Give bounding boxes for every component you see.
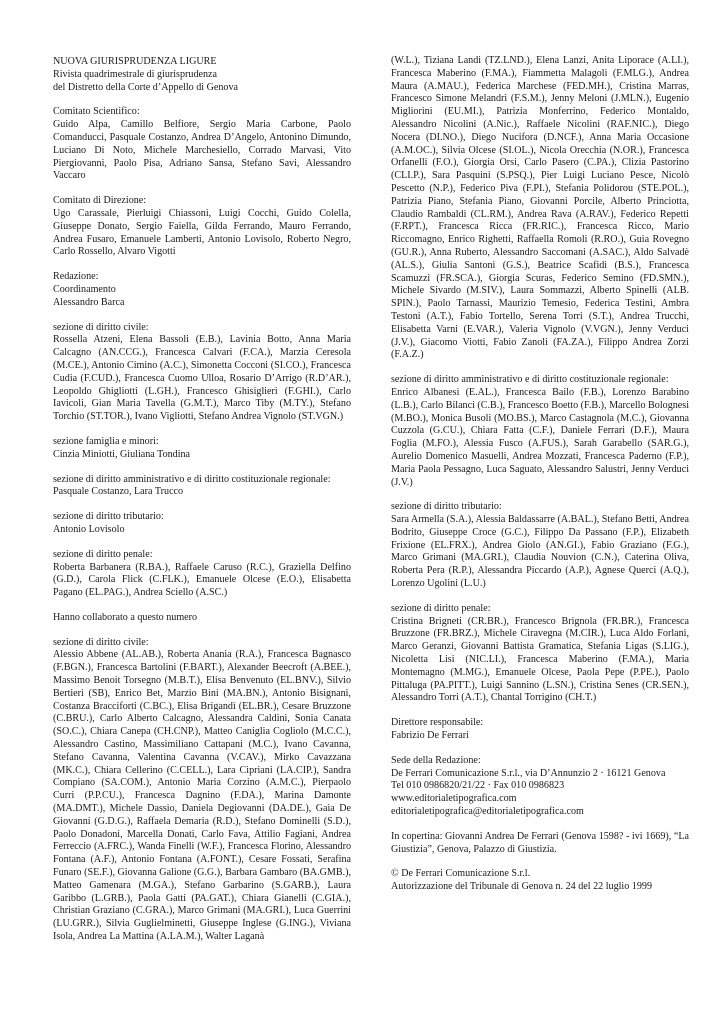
sede-heading: Sede della Redazione: bbox=[391, 754, 481, 766]
section-heading: sezione di diritto penale: bbox=[391, 602, 491, 614]
section-members: Antonio Lovisolo bbox=[53, 523, 125, 535]
section-heading: sezione di diritto penale: bbox=[53, 548, 153, 560]
sede-website: www.editorialetipografica.com bbox=[391, 793, 517, 805]
sede-tel-fax: Tel 010 0986820/21/22 · Fax 010 0986823 bbox=[391, 780, 565, 792]
section-members: Cinzia Miniotti, Giuliana Tondina bbox=[53, 448, 191, 460]
comitato-direzione-heading: Comitato di Direzione: bbox=[53, 195, 147, 207]
comitato-scientifico-heading: Comitato Scientifico: bbox=[53, 106, 140, 118]
direttore-responsabile bbox=[391, 717, 689, 743]
copyright-line: © De Ferrari Comunicazione S.r.l. bbox=[391, 868, 531, 880]
section-members: Cristina Brigneti (CR.BR.), Francesco Brignola (FR.BR.), Francesca Bruzzone (FR.BRZ.), Michele Ciravegna (M.CIR.), Luca Aldo Forlani, Marco Geranzi, Giovanni Battista Gramatica, Stefania Ligas (S.LIG.), Nicoletta Lisi (NIC.LI.), Francesca Maberino (F.MA.), Maria Montemagno (M.MG.), Emanuele Olcese, Paola Pepe (P.PE.), Paolo Pittaluga (PA.PITT.), Luigi Sannino (L.SN.), Cristina Senes (CR.SEN.), Alessandro Torri (A.T.), Chantal Torrigino (CH.T.) bbox=[391, 615, 689, 704]
collaboratori-penale bbox=[391, 603, 689, 705]
sede-redazione bbox=[391, 755, 689, 819]
collaboratori-heading-block bbox=[53, 612, 351, 625]
section-heading: sezione di diritto civile: bbox=[53, 321, 149, 333]
section-heading: sezione di diritto amministrativo e di diritto costituzionale regionale: bbox=[391, 374, 669, 386]
collaboratori-amministrativo bbox=[391, 374, 689, 489]
collaboratori-civile-members-continued: (W.L.), Tiziana Landi (TZ.LND.), Elena Lanzi, Anita Liporace (A.LI.), Francesca Maberino (F.MA.), Fiammetta Malagoli (F.MLG.), Andrea Maura (A.MAU.), Federica Marchese (FED.MH.), Cristina Marras, Francesco Simone Melandri (F.S.M.), Jenny Meloni (J.MLN.), Eugenio Migliorini (EU.MI.), Patrizia Monferrino, Federico Montaldo, Alessandro Nicolini (A.Nic.), Raffaele Nicolini (RAF.NIC.), Diego Nocera (DI.NO.), Diego Nucifora (D.NCF.), Anna Maria Occasione (A.M.OC.), Silvia Olcese (SI.OL.), Nicola Orecchia (N.OR.), Francesca Orfanelli (F.O.), Giorgia Orsi, Carlo Pasero (C.PA.), Clizia Pastorino (CLI.P.), Sara Pasquini (S.PSQ.), Pier Luigi Luciano Pesce, Nicolò Pescetto (N.P.), Federico Piva (F.PI.), Stefania Polidorou (STE.POL.), Patrizia Piano, Stefania Piano, Giovanni Porcile, Alberto Princiotta, Claudio Rambaldi (CL.RM.), Andrea Rava (A.RAV.), Federico Repetti (F.RPT.), Francesca Ricca (FR.RIC.), Francesca Ricco, Mario Riccomagno, Enrico Righetti, Raffaella Romoli (R.RO.), Guia Rovegno (GU.R.), Anna Ruberto, Alessandro Saccomani (A.SAC.), Aldo Salvadè (AL.S.), Giulia Santoni (G.S.), Beatrice Scafidi (B.S.), Francesca Scamuzzi (FR.SCA.), Giorgia Scuras, Federico Semino (FD.SMN.), Michele Sivardo (M.SIV.), Laura Sommazzi, Alberto Spinelli (ALB. SPIN.), Paolo Tarnassi, Maurizio Temesio, Federica Testini, Ambra Testoni (A.T.), Fabio Tortello, Serena Torri (S.T.), Andrea Trucchi, Elisabetta Varni (E.VAR.), Valeria Vignolo (V.VGN.), Jenny Verduci (J.V.), Giacomo Viotti, Fabio Zanoli (FA.ZA.), Filippo Andrea Zorzi (F.A.Z.) bbox=[391, 55, 689, 361]
coordinatore-name: Alessandro Barca bbox=[53, 296, 125, 308]
masthead bbox=[53, 56, 351, 94]
direttore-heading: Direttore responsabile: bbox=[391, 717, 484, 729]
collaboratori-civile bbox=[53, 637, 351, 944]
collaboratori-civile-continued bbox=[391, 55, 689, 362]
redazione-section-civile bbox=[53, 322, 351, 424]
authorization-line: Autorizzazione del Tribunale di Genova n. 24 del 22 luglio 1999 bbox=[391, 881, 652, 893]
copertina-text: In copertina: Giovanni Andrea De Ferrari (Genova 1598? - ivi 1669), “La Giustizia”, Genova, Palazzo di Giustizia. bbox=[391, 830, 689, 855]
comitato-direzione bbox=[53, 195, 351, 259]
section-members: Roberta Barbanera (R.BA.), Raffaele Caruso (R.C.), Graziella Delfino (G.D.), Carola Flick (C.FLK.), Emanuele Olcese (E.O.), Elisabetta Pagano (EL.PAG.), Andrea Sciello (A.SC.) bbox=[53, 561, 351, 599]
section-heading: sezione di diritto tributario: bbox=[391, 501, 502, 513]
right-column bbox=[391, 55, 689, 944]
journal-court: del Distretto della Corte d’Appello di Genova bbox=[53, 81, 239, 93]
copertina-credit bbox=[391, 831, 689, 857]
section-heading: sezione famiglia e minori: bbox=[53, 435, 159, 447]
collaboratori-heading: Hanno collaborato a questo numero bbox=[53, 611, 198, 623]
left-column bbox=[53, 56, 351, 944]
redazione-heading: Redazione: bbox=[53, 271, 99, 283]
section-heading: sezione di diritto tributario: bbox=[53, 511, 164, 523]
journal-subtitle: Rivista quadrimestrale di giurisprudenza bbox=[53, 68, 217, 80]
sede-email: editorialetipografica@editorialetipografica.com bbox=[391, 806, 584, 818]
sede-address: De Ferrari Comunicazione S.r.l., via D’Annunzio 2 · 16121 Genova bbox=[391, 767, 666, 779]
section-members: Sara Armella (S.A.), Alessia Baldassarre (A.BAL.), Stefano Betti, Andrea Bodrito, Giuseppe Croce (G.C.), Filippo Da Passano (F.P.), Elizabeth Frixione (EL.FRX.), Andrea Giolo (AN.GI.), Fabio Graziano (F.G.), Marco Grimani (MA.GRI.), Claudia Nouvion (C.N.), Caterina Oliva, Roberta Pera (R.P.), Alessandra Piccardo (A.P.), Agnese Querci (A.Q.), Lorenzo Ugolini (L.U.) bbox=[391, 514, 689, 590]
copyright-block bbox=[391, 868, 689, 894]
section-heading: sezione di diritto amministrativo e di diritto costituzionale regionale: bbox=[53, 473, 331, 485]
direttore-name: Fabrizio De Ferrari bbox=[391, 730, 469, 742]
redazione-section-tributario bbox=[53, 511, 351, 537]
redazione-section-famiglia bbox=[53, 436, 351, 462]
section-members: Enrico Albanesi (E.AL.), Francesca Bailo (F.B.), Lorenzo Barabino (L.B.), Carlo Bilanci (C.B.), Francesco Boetto (F.B.), Marcello Bolognesi (M.BO.), Monica Busoli (MO.BS.), Marco Castagnola (M.C.), Giovanna Cuzzola (G.CU.), Chiara Fatta (C.F.), Daniele Ferrari (D.F.), Maura Foglia (M.FO.), Alessia Fusco (A.FUS.), Sarah Garabello (SAR.G.), Aurelio Domenico Masuelli, Andrea Mozzati, Francesca Paderno (F.P.), Maria Paola Pessagno, Luca Saguato, Alessandro Salustri, Jenny Verduci (J.V.) bbox=[391, 386, 689, 488]
comitato-scientifico bbox=[53, 106, 351, 183]
journal-title: NUOVA GIURISPRUDENZA LIGURE bbox=[53, 56, 217, 67]
section-heading: sezione di diritto civile: bbox=[53, 636, 149, 648]
redazione-section-penale bbox=[53, 549, 351, 600]
redazione bbox=[53, 271, 351, 309]
collaboratori-civile-members: Alessio Abbene (AL.AB.), Roberta Anania (R.A.), Francesca Bagnasco (F.BGN.), Francesca Bartolini (F.BART.), Alexander Beecroft (A.BEE.), Massimo Benoit Torsegno (M.B.T.), Elisa Benvenuto (EL.BNV.), Silvio Bertieri (SB), Enrico Bet, Marzio Bini (MA.BN.), Antonio Bisignani, Costanza Bracciforti (C.BC.), Elisa Brigandì (EL.BR.), Cesare Bruzzone (C.BRU.), Carlo Alberto Calcagno, Alessandra Caldini, Sonia Canata (SO.C.), Chiara Canepa (CH.CNP.), Matteo Caniglia Cogliolo (M.C.C.), Alessandro Castino, Massimiliano Cattapani (M.C.), Ivano Cavanna, Stefano Cavanna, Valentina Cavanna (V.CAV.), Mirko Cavazzana (MK.C.), Chiara Cellerino (C.CELL.), Lara Cipriani (LA.CIP.), Sandra Compiano (SA.COM.), Antonio Maria Corzino (A.M.C.), Pierpaolo Curri (P.P.CU.), Francesca Dagnino (F.DA.), Marina Damonte (MA.DMT.), Michele Dassio, Daniela Degiovanni (DA.DE.), Gaia De Giovanni (G.D.G.), Raffaela Demaria (R.D.), Stefano Dominelli (S.D.), Paolo Donadoni, Marcella Donati, Carlo Fava, Attilio Fagiani, Andrea Ferreccio (A.FRC.), Wanda Finelli (W.F.), Francesca Florino, Alessandro Fontana (A.F.), Antonio Fontana (A.FONT.), Cesare Fossati, Serafina Funaro (SE.F.), Giovanna Galione (G.G.), Barbara Gambaro (BA.GMB.), Matteo Gamenara (M.GA.), Stefano Garbarino (S.GARB.), Laura Garibbo (L.GRB.), Paola Gatti (PA.GAT.), Chiara Gianelli (C.GIA.), Christian Graziano (C.GRA.), Marco Grimani (MA.GRI.), Luca Guerrini (LU.GRR.), Silvia Guglielminetti, Giuseppe Inglese (G.ING.), Viviana Isola, Andrea La Mattina (A.LA.M.), Walter Laganà bbox=[53, 649, 352, 943]
collaboratori-tributario bbox=[391, 501, 689, 591]
comitato-scientifico-members: Guido Alpa, Camillo Belfiore, Sergio Maria Carbone, Paolo Comanducci, Pasquale Costanzo, Andrea D’Angelo, Antonino Dimundo, Luciano Di Noto, Michele Marchesiello, Corrado Marvasi, Vito Piergiovanni, Paolo Pisa, Adriano Sansa, Stefano Savi, Alessandro Vaccaro bbox=[53, 119, 351, 182]
coordinamento-label: Coordinamento bbox=[53, 283, 116, 295]
two-column-layout bbox=[53, 56, 689, 944]
section-members: Rossella Atzeni, Elena Bassoli (E.B.), Lavinia Botto, Anna Maria Calcagno (AN.CCG.), Francesca Calvari (F.CA.), Marzia Ceresola (M.CE.), Antonio Cimino (A.C.), Simonetta Cocconi (SI.CO.), Francesca Cudia (F.CUD.), Francesca Cuomo Ulloa, Rosario D’Arrigo (R.D’AR.), Leopoldo Ghigliotti (L.GH.), Francesco Ghisiglieri (F.GHI.), Carlo Iavicoli, Gian Maria Tavella (G.M.T.), Marco Tiby (M.TY.), Stefano Torchio (ST.TOR.), Ivano Vigliotti, Stefano Andrea Vignolo (ST.VGN.) bbox=[53, 334, 351, 423]
section-members: Pasquale Costanzo, Lara Trucco bbox=[53, 486, 184, 498]
redazione-section-amministrativo bbox=[53, 474, 351, 500]
comitato-direzione-members: Ugo Carassale, Pierluigi Chiassoni, Luigi Cocchi, Guido Colella, Giuseppe Donato, Sergio Faiella, Gilda Ferrando, Mauro Ferrando, Andrea Fusaro, Emanuele Lamberti, Antonio Lovisolo, Roberto Negro, Carlo Rossello, Alvaro Vigotti bbox=[53, 207, 351, 258]
